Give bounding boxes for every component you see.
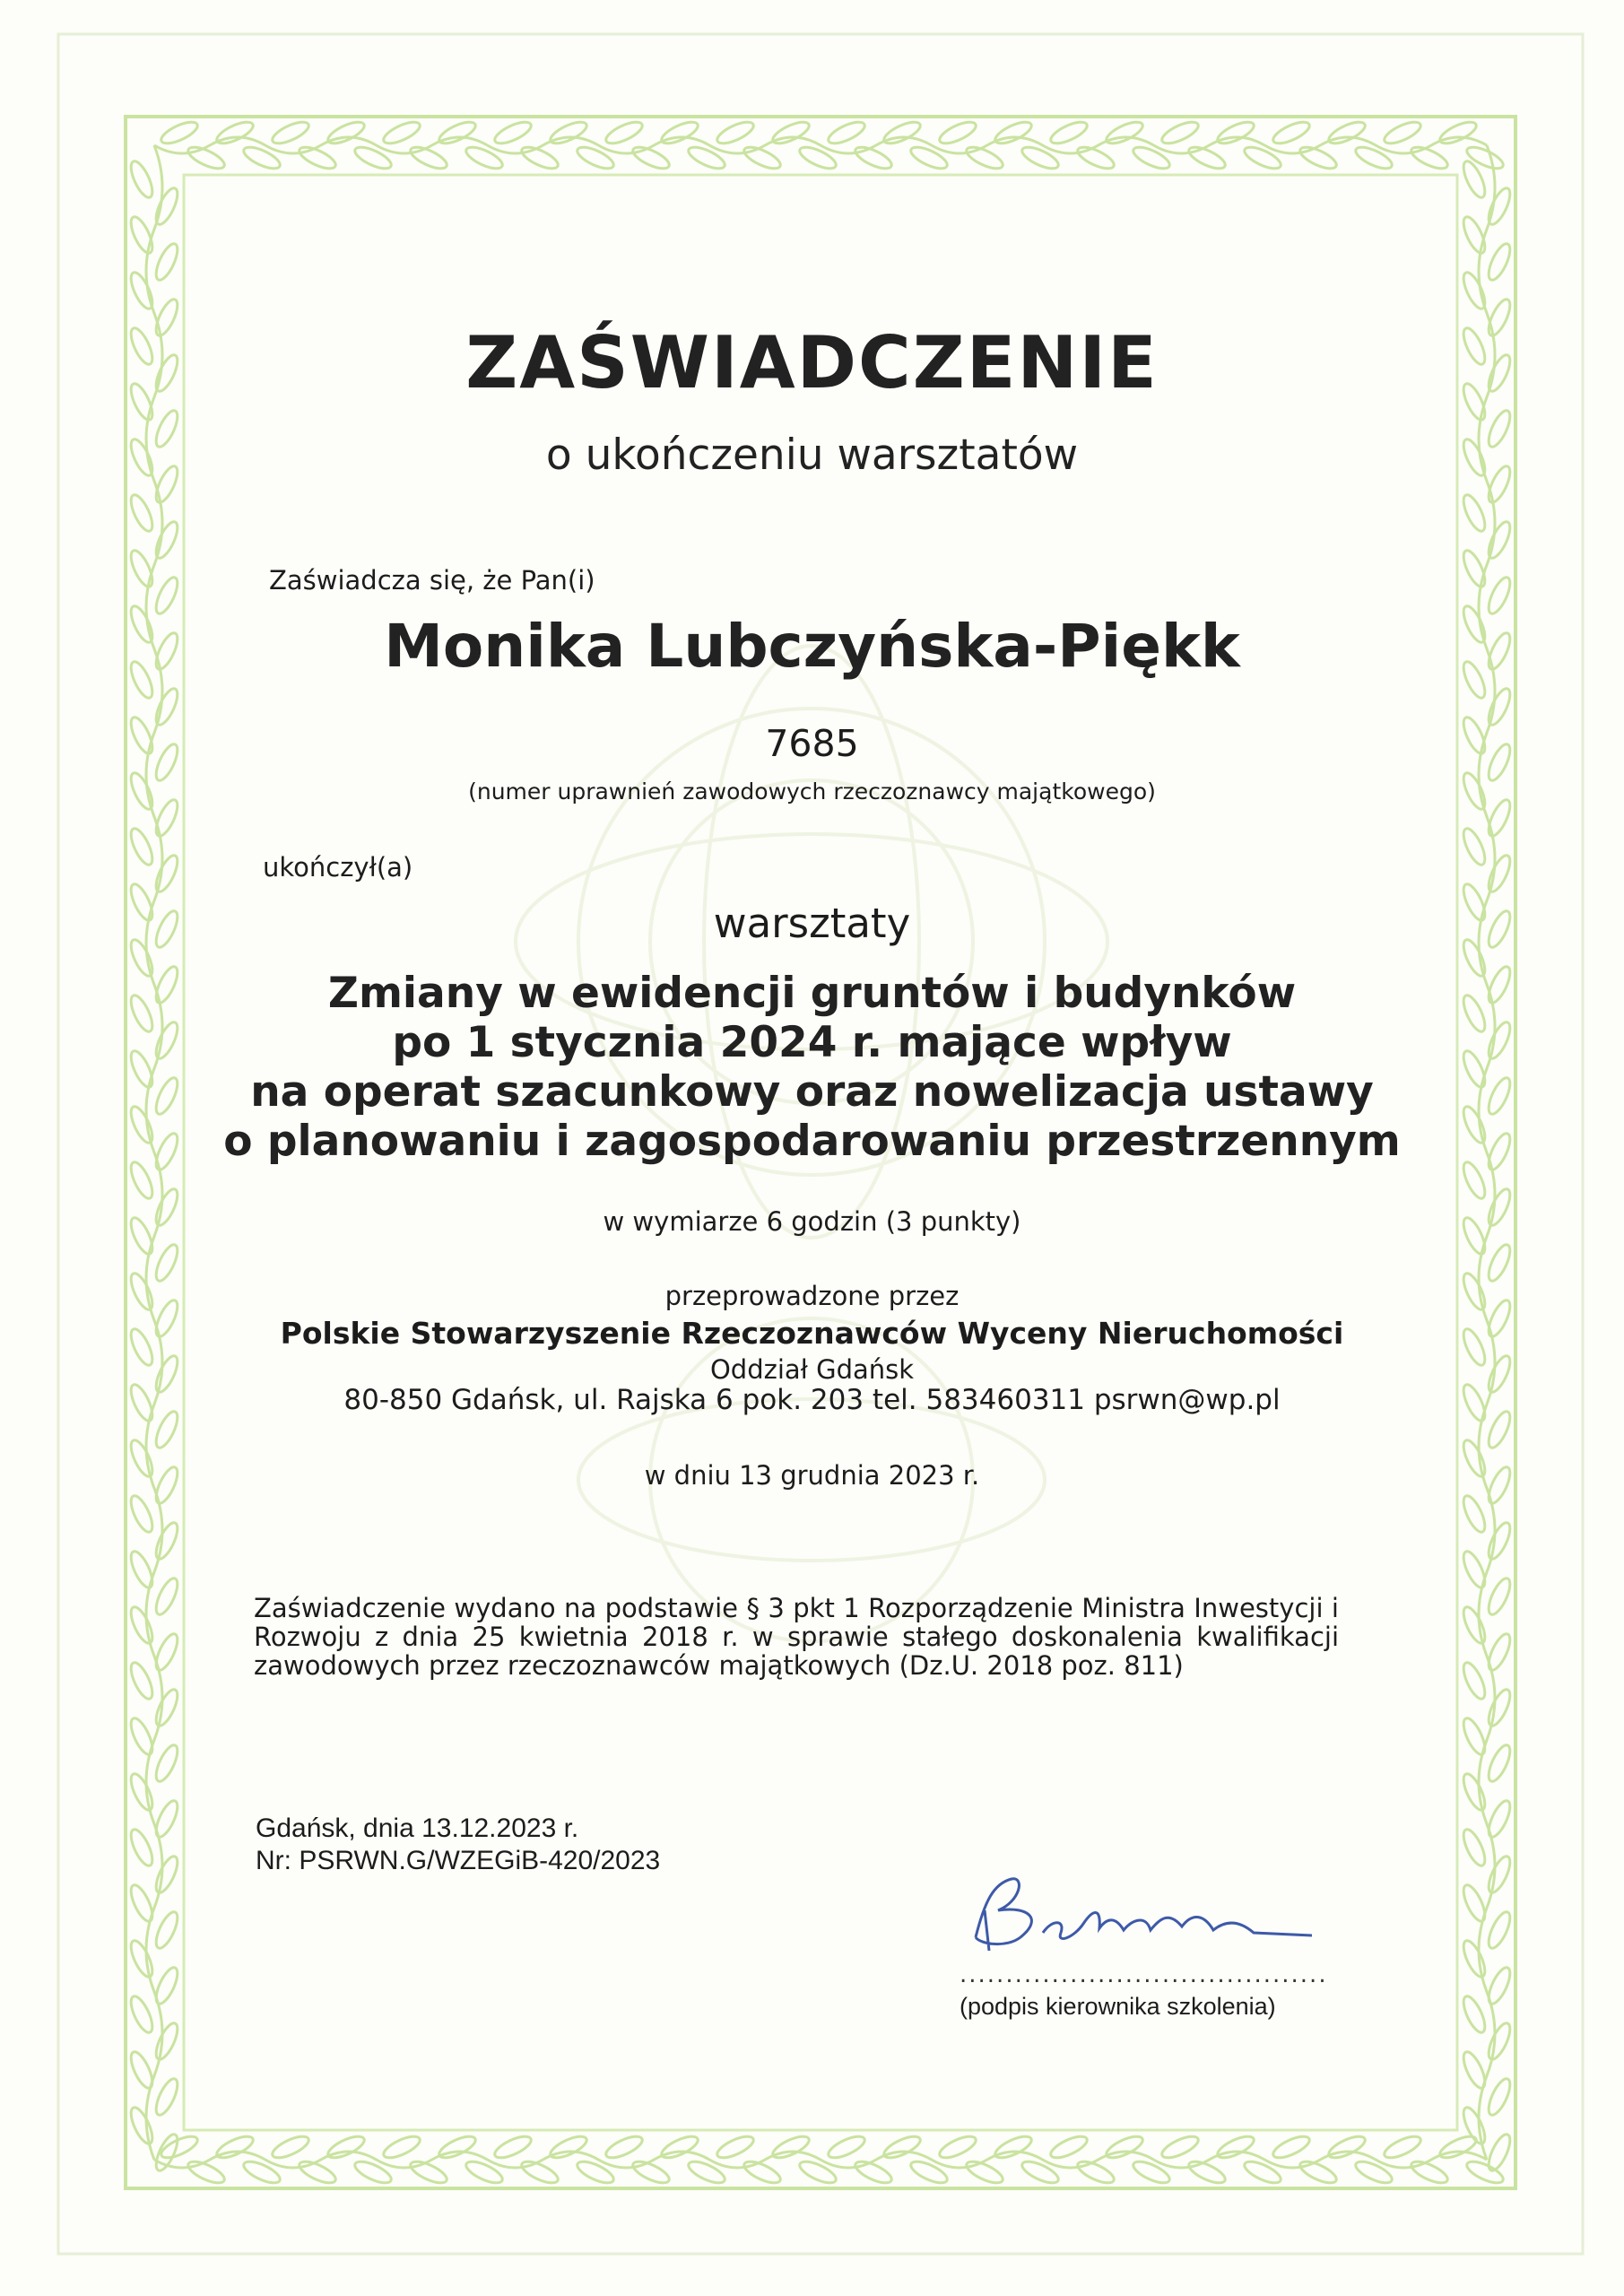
vine-leaf bbox=[659, 2132, 701, 2161]
vine-leaf bbox=[1271, 2132, 1313, 2161]
vine-leaf bbox=[1459, 2049, 1489, 2092]
vine-leaf bbox=[326, 117, 368, 147]
vine-leaf bbox=[993, 2132, 1035, 2161]
vine-leaf bbox=[881, 117, 924, 147]
vine-leaf bbox=[1484, 241, 1514, 283]
vine-leaf bbox=[1464, 2157, 1507, 2187]
vine-leaf bbox=[1484, 2021, 1514, 2063]
vine-leaf bbox=[1382, 2132, 1424, 2161]
document-number: Nr: PSRWN.G/WZEGiB-420/2023 bbox=[256, 1846, 661, 1875]
vine-leaf bbox=[1159, 2132, 1202, 2161]
vine-leaf bbox=[826, 2132, 868, 2161]
vine-leaf bbox=[937, 117, 979, 147]
vine-leaf bbox=[715, 117, 757, 147]
vine-leaf bbox=[1242, 2157, 1284, 2187]
vine-leaf bbox=[126, 1493, 156, 1535]
signature-caption: (podpis kierownika szkolenia) bbox=[960, 1993, 1276, 2020]
vine-leaf bbox=[770, 117, 812, 147]
vine-leaf bbox=[1459, 1827, 1489, 1869]
vine-leaf bbox=[548, 2132, 590, 2161]
vine-leaf bbox=[152, 1798, 181, 1840]
vine-leaf bbox=[152, 853, 181, 895]
vine-leaf bbox=[1484, 575, 1514, 617]
vine-leaf bbox=[993, 117, 1035, 147]
vine-leaf bbox=[1020, 2157, 1062, 2187]
workshop-date: w dniu 13 grudnia 2023 r. bbox=[644, 1460, 980, 1491]
vine-leaf bbox=[686, 2157, 728, 2187]
vine-leaf bbox=[126, 1994, 156, 2036]
vine-leaf bbox=[1215, 117, 1257, 147]
vine-leaf bbox=[492, 2132, 534, 2161]
certificate-title: ZAŚWIADCZENIE bbox=[465, 321, 1159, 404]
vine-leaf bbox=[1382, 117, 1424, 147]
vine-leaf bbox=[214, 117, 256, 147]
duration: w wymiarze 6 godzin (3 punkty) bbox=[603, 1206, 1021, 1237]
vine-leaf bbox=[1326, 2132, 1368, 2161]
vine-leaf bbox=[1459, 1493, 1489, 1535]
vine-leaf bbox=[126, 1771, 156, 1813]
vine-leaf bbox=[1459, 826, 1489, 868]
vine-leaf bbox=[437, 2132, 479, 2161]
vine-leaf bbox=[604, 2132, 646, 2161]
vine-leaf bbox=[126, 2049, 156, 2092]
vine-leaf bbox=[126, 826, 156, 868]
topic-line: po 1 stycznia 2024 r. mające wpływ bbox=[392, 1018, 1232, 1067]
vine-leaf bbox=[126, 1827, 156, 1869]
vine-leaf bbox=[1484, 1631, 1514, 1674]
vine-leaf bbox=[152, 1576, 181, 1618]
certificate-subtitle: o ukończeniu warsztatów bbox=[545, 430, 1079, 480]
vine-leaf bbox=[1484, 519, 1514, 561]
vine-leaf bbox=[270, 2132, 312, 2161]
vine-leaf bbox=[152, 1965, 181, 2007]
vine-leaf bbox=[352, 2157, 395, 2187]
vine-leaf bbox=[908, 2157, 951, 2187]
signature bbox=[958, 1866, 1334, 1964]
vine-leaf bbox=[126, 1938, 156, 1980]
vine-leaf bbox=[126, 492, 156, 535]
vine-leaf bbox=[126, 1549, 156, 1591]
vine-leaf bbox=[1484, 1854, 1514, 1896]
vine-leaf bbox=[1104, 117, 1146, 147]
conducted-by-label: przeprowadzone przez bbox=[664, 1281, 960, 1311]
vine-leaf bbox=[152, 241, 181, 283]
vine-leaf bbox=[152, 1687, 181, 1729]
signature-line: ........................................ bbox=[960, 1961, 1328, 1988]
vine-leaf bbox=[1326, 117, 1368, 147]
vine-leaf bbox=[152, 519, 181, 561]
vine-leaf bbox=[1215, 2132, 1257, 2161]
vine-leaf bbox=[686, 143, 728, 172]
vine-leaf bbox=[715, 2132, 757, 2161]
vine-leaf bbox=[1271, 117, 1313, 147]
vine-leaf bbox=[1104, 2132, 1146, 2161]
vine-leaf bbox=[770, 2132, 812, 2161]
vine-leaf bbox=[1484, 1743, 1514, 1785]
recipient-name: Monika Lubczyńska-Piękk bbox=[384, 612, 1240, 681]
vine-leaf bbox=[1459, 270, 1489, 312]
vine-leaf bbox=[1459, 1716, 1489, 1758]
topic-line: o planowaniu i zagospodarowaniu przestrzennym bbox=[223, 1117, 1401, 1166]
vine-leaf bbox=[1484, 1909, 1514, 1952]
vine-leaf bbox=[492, 117, 534, 147]
vine-leaf bbox=[126, 1883, 156, 1925]
vine-leaf bbox=[908, 143, 951, 172]
organizer-address: 80-850 Gdańsk, ul. Rajska 6 pok. 203 tel. 583460311 psrwn@wp.pl bbox=[343, 1384, 1281, 1416]
vine-leaf bbox=[437, 117, 479, 147]
vine-leaf bbox=[826, 117, 868, 147]
vine-leaf bbox=[1484, 186, 1514, 228]
vine-leaf bbox=[1484, 1687, 1514, 1729]
vine-leaf bbox=[659, 117, 701, 147]
vine-leaf bbox=[1131, 143, 1173, 172]
vine-leaf bbox=[604, 117, 646, 147]
vine-leaf bbox=[1048, 117, 1090, 147]
vine-leaf bbox=[1484, 1965, 1514, 2007]
vine-leaf bbox=[381, 2132, 423, 2161]
vine-leaf bbox=[1459, 1938, 1489, 1980]
vine-leaf bbox=[152, 2076, 181, 2118]
vine-leaf bbox=[1242, 143, 1284, 172]
vine-leaf bbox=[152, 575, 181, 617]
license-note: (numer uprawnień zawodowych rzeczoznawcy majątkowego) bbox=[468, 778, 1156, 804]
vine-leaf bbox=[126, 1716, 156, 1758]
vine-leaf bbox=[152, 1909, 181, 1952]
vine-leaf bbox=[937, 2132, 979, 2161]
vine-leaf bbox=[1353, 143, 1395, 172]
vine-leaf bbox=[152, 1631, 181, 1674]
vine-leaf bbox=[126, 270, 156, 312]
topic-line: Zmiany w ewidencji gruntów i budynków bbox=[327, 969, 1297, 1018]
vine-leaf bbox=[1459, 1660, 1489, 1702]
vine-leaf bbox=[1459, 1771, 1489, 1813]
vine-leaf bbox=[1484, 1798, 1514, 1840]
vine-leaf bbox=[152, 1242, 181, 1284]
vine-leaf bbox=[1048, 2132, 1090, 2161]
vine-leaf bbox=[241, 143, 283, 172]
topic-line: na operat szacunkowy oraz nowelizacja ustawy bbox=[250, 1067, 1374, 1117]
vine-leaf bbox=[126, 159, 156, 201]
vine-leaf bbox=[1484, 1520, 1514, 1562]
workshop-label: warsztaty bbox=[713, 900, 911, 947]
vine-leaf bbox=[548, 117, 590, 147]
workshop-topic bbox=[0, 969, 1624, 1166]
vine-leaf bbox=[159, 117, 201, 147]
vine-leaf bbox=[152, 1854, 181, 1896]
vine-leaf bbox=[126, 1605, 156, 1647]
vine-leaf bbox=[1484, 853, 1514, 895]
vine-leaf bbox=[1459, 1605, 1489, 1647]
vine-leaf bbox=[152, 186, 181, 228]
certifies-text: Zaświadcza się, że Pan(i) bbox=[269, 565, 595, 596]
vine-leaf bbox=[241, 2157, 283, 2187]
legal-basis: Zaświadczenie wydano na podstawie § 3 pkt 1 Rozporządzenie Ministra Inwestycji i Rozwoju z dnia 25 kwietnia 2018 r. w sprawie stałego doskonalenia kwalifikacji zawodowych przez rzeczoznawców majątkowych (Dz.U. 2018 poz. 811) bbox=[254, 1593, 1339, 1681]
completed-text: ukończył(a) bbox=[263, 852, 413, 883]
vine-leaf bbox=[797, 2157, 839, 2187]
vine-leaf bbox=[270, 117, 312, 147]
vine-leaf bbox=[881, 2132, 924, 2161]
vine-leaf bbox=[1484, 1576, 1514, 1618]
vine-leaf bbox=[326, 2132, 368, 2161]
vine-leaf bbox=[1459, 1994, 1489, 2036]
vine-leaf bbox=[1353, 2157, 1395, 2187]
vine-leaf bbox=[1159, 117, 1202, 147]
vine-leaf bbox=[1459, 1883, 1489, 1925]
issued-place-date: Gdańsk, dnia 13.12.2023 r. bbox=[256, 1813, 579, 1843]
vine-leaf bbox=[575, 2157, 617, 2187]
organizer-branch: Oddział Gdańsk bbox=[709, 1354, 915, 1385]
vine-leaf bbox=[1131, 2157, 1173, 2187]
vine-leaf bbox=[152, 1743, 181, 1785]
vine-leaf bbox=[126, 1660, 156, 1702]
vine-leaf bbox=[464, 143, 506, 172]
vine-leaf bbox=[797, 143, 839, 172]
vine-leaf bbox=[1459, 2105, 1489, 2147]
vine-leaf bbox=[152, 2021, 181, 2063]
vine-leaf bbox=[464, 2157, 506, 2187]
vine-leaf bbox=[352, 143, 395, 172]
vine-leaf bbox=[1020, 143, 1062, 172]
vine-leaf bbox=[1484, 2076, 1514, 2118]
license-number: 7685 bbox=[765, 722, 859, 765]
vine-leaf bbox=[1464, 143, 1507, 172]
vine-leaf bbox=[214, 2132, 256, 2161]
vine-leaf bbox=[152, 1520, 181, 1562]
organizer-name: Polskie Stowarzyszenie Rzeczoznawców Wyceny Nieruchomości bbox=[280, 1316, 1344, 1351]
vine-leaf bbox=[159, 2132, 201, 2161]
vine-leaf bbox=[575, 143, 617, 172]
vine-leaf bbox=[1437, 117, 1480, 147]
vine-leaf bbox=[381, 117, 423, 147]
vine-leaf bbox=[1459, 1549, 1489, 1591]
vine-leaf bbox=[1459, 492, 1489, 535]
vine-leaf bbox=[1484, 2132, 1514, 2174]
vine-leaf bbox=[126, 2105, 156, 2147]
vine-leaf bbox=[1484, 1242, 1514, 1284]
